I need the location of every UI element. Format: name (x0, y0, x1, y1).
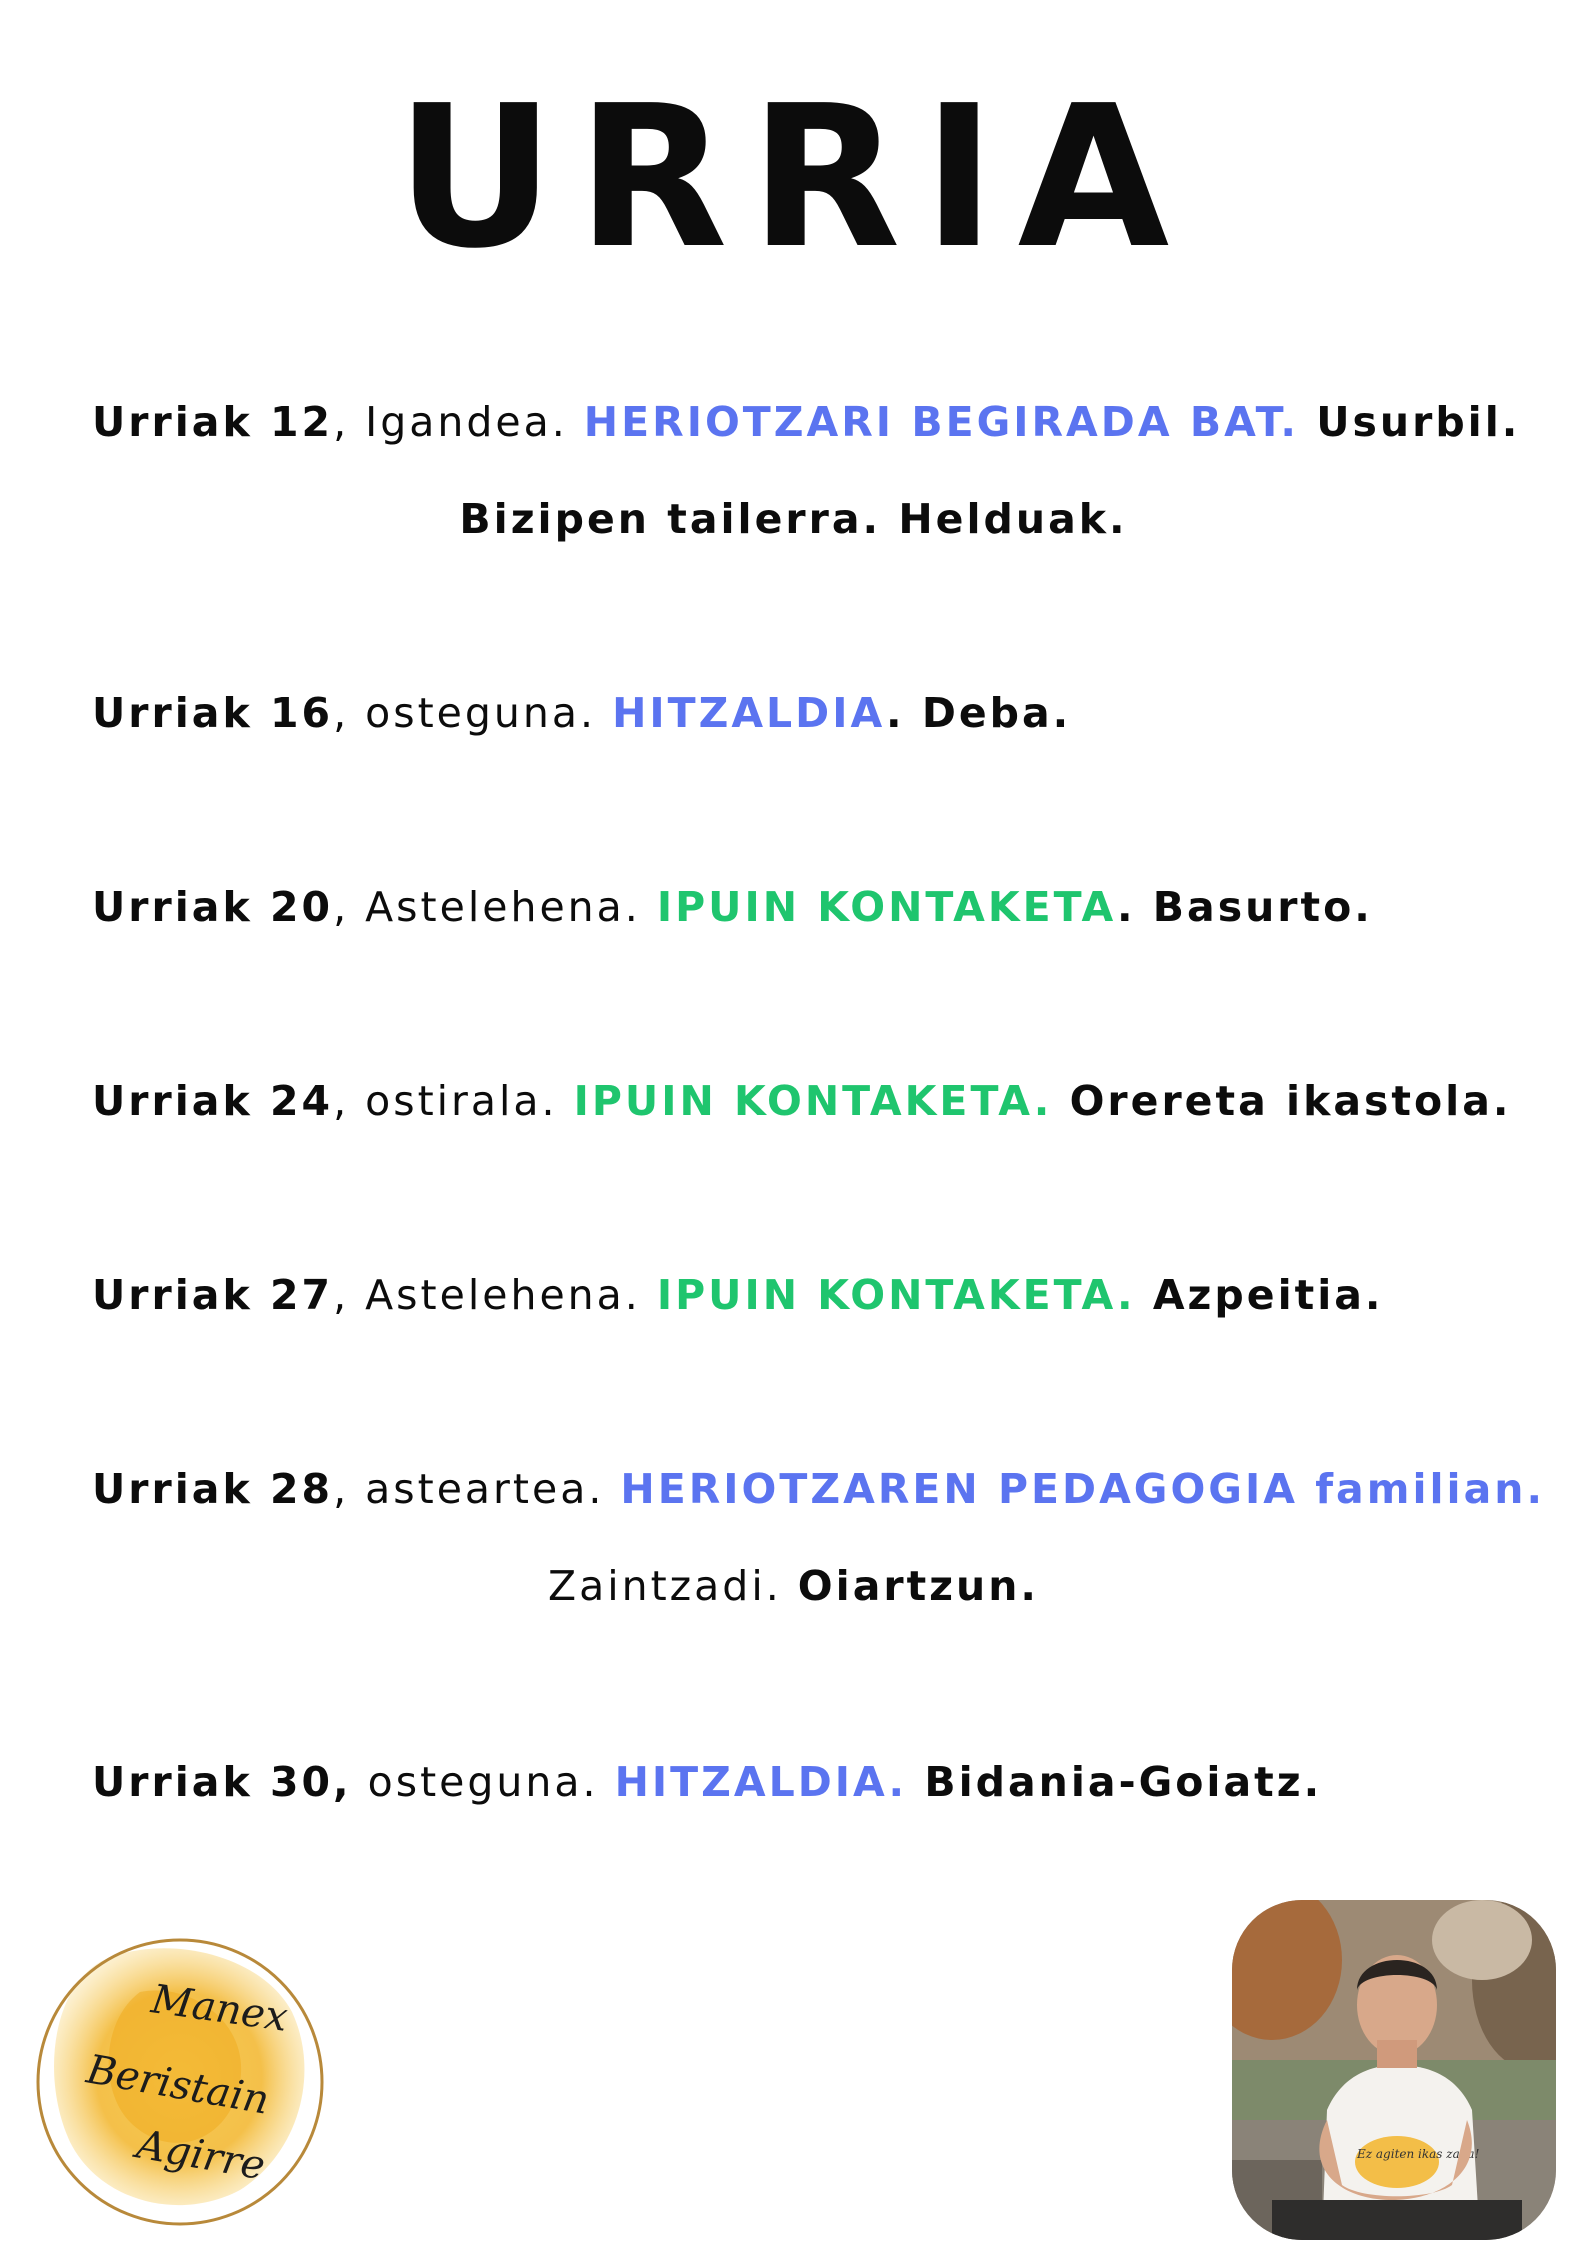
event-activity: HERIOTZAREN PEDAGOGIA familian. (620, 1465, 1546, 1513)
event-date: Urriak 20 (92, 883, 334, 931)
event-note: Oiartzun. (797, 1562, 1039, 1610)
event-day: , ostirala. (333, 1077, 574, 1125)
event-place: Orereta ikastola. (1069, 1077, 1512, 1125)
event-row (92, 1271, 1527, 1319)
event-day: , asteartea. (333, 1465, 621, 1513)
event-place: Azpeitia. (1152, 1271, 1384, 1319)
event-date: Urriak 12 (92, 398, 334, 446)
manex-beristain-logo (30, 1922, 330, 2232)
event-day: , Astelehena. (333, 1271, 657, 1319)
event-date: Urriak 24 (92, 1077, 334, 1125)
event-place: . Basurto. (1116, 883, 1373, 931)
event-place: Bidania-Goiatz. (924, 1758, 1323, 1806)
event-day: , Igandea. (333, 398, 584, 446)
event-row (92, 1077, 1527, 1125)
event-activity: IPUIN KONTAKETA. (656, 1271, 1153, 1319)
event-note-prefix: Zaintzadi. (547, 1562, 798, 1610)
event-date: Urriak 16 (92, 689, 334, 737)
event-day: , Astelehena. (333, 883, 657, 931)
event-row (92, 1758, 1527, 1806)
shirt-text: Ez agiten ikas zaila! (1357, 2147, 1480, 2161)
logo-text-3: Agirre (133, 2121, 269, 2190)
event-activity: HITZALDIA (612, 689, 886, 737)
event-row (92, 398, 1527, 446)
logo-text-1: Manex (148, 1976, 291, 2041)
event-date: Urriak 30, (92, 1758, 352, 1806)
event-date: Urriak 27 (92, 1271, 334, 1319)
portrait-photo (1232, 1900, 1556, 2240)
event-row-continuation (0, 495, 1587, 543)
event-day: osteguna. (351, 1758, 615, 1806)
event-row (92, 689, 1527, 737)
event-row-continuation (0, 1562, 1587, 1610)
event-activity: HERIOTZARI BEGIRADA BAT. (583, 398, 1317, 446)
event-activity: HITZALDIA. (614, 1758, 925, 1806)
event-place: Usurbil. (1316, 398, 1521, 446)
event-activity: IPUIN KONTAKETA (656, 883, 1117, 931)
event-activity: IPUIN KONTAKETA. (573, 1077, 1070, 1125)
event-row (92, 1465, 1546, 1513)
event-day: , osteguna. (333, 689, 613, 737)
event-place: . Deba. (885, 689, 1072, 737)
event-note: Bizipen tailerra. Helduak. (459, 495, 1128, 543)
page-title: URRIA (395, 64, 1192, 292)
event-row (92, 883, 1527, 931)
event-date: Urriak 28 (92, 1465, 334, 1513)
logo-text-2: Beristain (83, 2046, 273, 2124)
